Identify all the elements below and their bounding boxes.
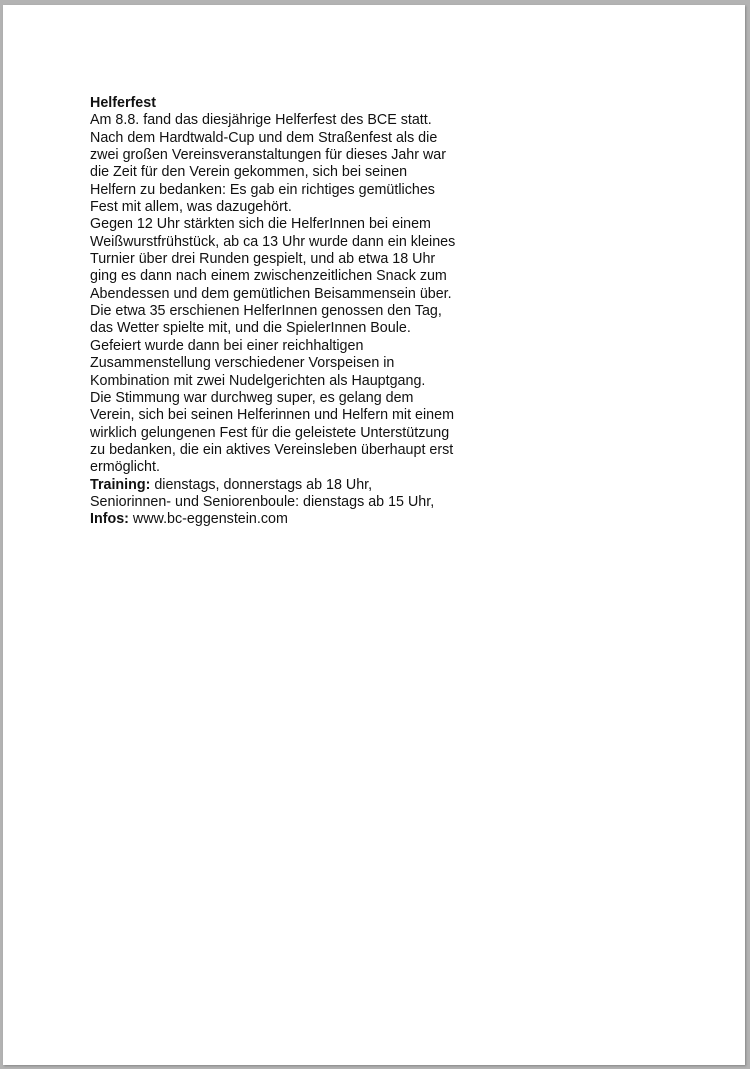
article xyxy=(90,95,510,529)
body-line: ermöglicht. xyxy=(90,459,160,476)
infos-line xyxy=(90,511,510,528)
body-line: das Wetter spielte mit, und die SpielerInnen Boule. xyxy=(90,320,411,337)
infos-label: Infos: xyxy=(90,511,129,528)
body-line: Die Stimmung war durchweg super, es gelang dem xyxy=(90,389,414,406)
body-line: wirklich gelungenen Fest für die geleistete Unterstützung xyxy=(90,424,450,441)
body-line: Gefeiert wurde dann bei einer reichhaltigen xyxy=(90,337,364,354)
body-line: die Zeit für den Verein gekommen, sich bei seinen xyxy=(90,164,408,181)
body-line: Am 8.8. fand das diesjährige Helferfest des BCE statt. xyxy=(90,112,432,129)
infos-url: www.bc-eggenstein.com xyxy=(128,511,288,528)
body-line: Turnier über drei Runden gespielt, und ab etwa 18 Uhr xyxy=(90,251,436,268)
body-line: Helfern zu bedanken: Es gab ein richtiges gemütliches xyxy=(90,181,435,198)
body-line: Zusammenstellung verschiedener Vorspeisen in xyxy=(90,355,395,372)
body-line: Weißwurstfrühstück, ab ca 13 Uhr wurde dann ein kleines xyxy=(90,233,456,250)
body-line: Nach dem Hardtwald-Cup und dem Straßenfest als die xyxy=(90,129,438,146)
body-line: ging es dann nach einem zwischenzeitlichen Snack zum xyxy=(90,268,447,285)
body-line: zu bedanken, die ein aktives Vereinsleben überhaupt erst xyxy=(90,441,454,458)
body-line: Gegen 12 Uhr stärkten sich die HelferInnen bei einem xyxy=(90,216,431,233)
body-line: Abendessen und dem gemütlichen Beisammensein über. xyxy=(90,285,452,302)
body-line: Die etwa 35 erschienen HelferInnen genossen den Tag, xyxy=(90,303,442,320)
senior-line: Seniorinnen- und Seniorenboule: dienstags ab 15 Uhr, xyxy=(90,493,435,510)
document-page xyxy=(3,5,745,1065)
training-label: Training: xyxy=(90,476,151,493)
body-line: Verein, sich bei seinen Helferinnen und Helfern mit einem xyxy=(90,407,454,424)
training-text: dienstags, donnerstags ab 18 Uhr, xyxy=(150,476,373,493)
article-title: Helferfest xyxy=(90,95,156,111)
body-line: Kombination mit zwei Nudelgerichten als Hauptgang. xyxy=(90,372,426,389)
body-line: Fest mit allem, was dazugehört. xyxy=(90,199,292,216)
training-line xyxy=(90,477,510,494)
body-line: zwei großen Vereinsveranstaltungen für dieses Jahr war xyxy=(90,147,447,164)
